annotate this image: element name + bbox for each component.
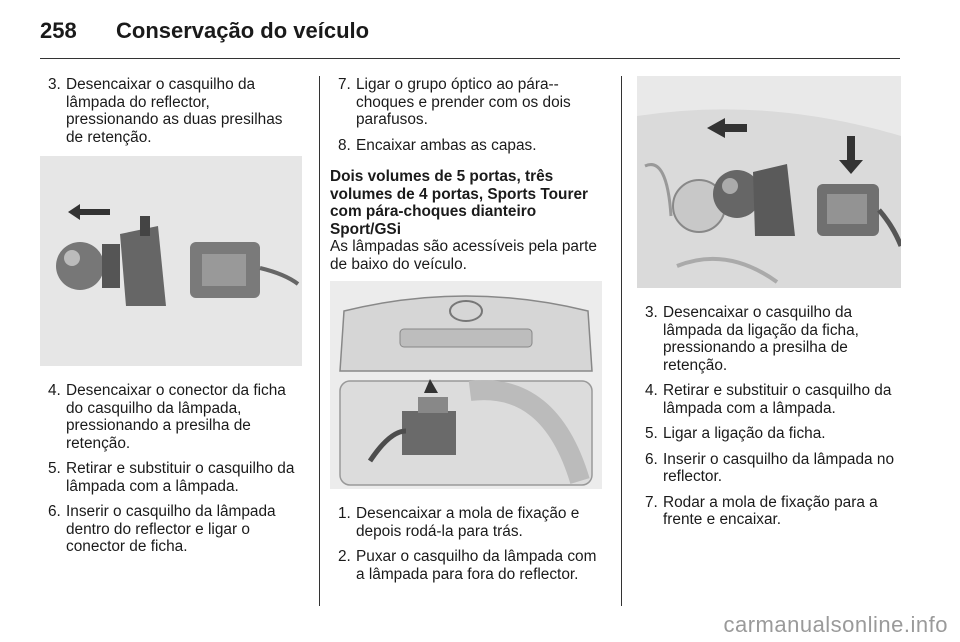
column-3 <box>637 76 901 537</box>
column-2 <box>330 76 602 591</box>
steps-list <box>40 76 302 146</box>
step-number: 5. <box>48 460 61 477</box>
list-item <box>637 304 901 374</box>
step-number: 5. <box>645 425 658 442</box>
step-number: 2. <box>338 548 351 565</box>
section-subheading: Dois volumes de 5 portas, três volumes de 4 portas, Sports Tourer com pára-choques dianteiro Sport/GSi <box>330 168 588 238</box>
list-item <box>330 548 602 583</box>
list-item <box>637 494 901 529</box>
body-paragraph: As lâmpadas são acessíveis pela parte de baixo do veículo. <box>330 238 597 273</box>
page-number: 258 <box>40 18 77 43</box>
step-number: 7. <box>645 493 658 511</box>
step-text: Inserir o casquilho da lâmpada dentro do reflector e ligar o conector de ficha. <box>66 503 276 555</box>
list-item <box>637 425 901 443</box>
page-title: Conservação do veículo <box>116 18 370 43</box>
step-text: Ligar a ligação da ficha. <box>663 425 826 442</box>
step-text: Desencaixar o casquilho da lâmpada do reflector, pressionando as duas presilhas de retenção. <box>66 76 283 146</box>
step-text: Rodar a mola de fixação para a frente e encaixar. <box>663 493 878 528</box>
steps-list <box>40 382 302 556</box>
list-item <box>40 382 302 452</box>
step-number: 6. <box>645 450 658 468</box>
list-item <box>330 76 602 129</box>
step-number: 4. <box>48 382 61 399</box>
step-number: 4. <box>645 382 658 399</box>
column-divider-2 <box>621 76 622 606</box>
list-item <box>637 382 901 417</box>
step-text: Desencaixar a mola de fixação e depois rodá-la para trás. <box>356 505 580 540</box>
step-number: 3. <box>645 304 658 321</box>
list-item <box>330 137 602 155</box>
list-item <box>330 505 602 540</box>
header-divider <box>40 58 900 59</box>
step-text: Retirar e substituir o casquilho da lâmpada com a lâmpada. <box>663 382 892 417</box>
step-text: Inserir o casquilho da lâmpada no reflector. <box>663 450 895 485</box>
bulb-socket-illustration <box>40 156 302 366</box>
page-header <box>40 18 900 58</box>
list-item <box>40 503 302 556</box>
step-text: Retirar e substituir o casquilho da lâmpada com a lâmpada. <box>66 460 295 495</box>
bulb-connector-illustration <box>637 76 901 288</box>
steps-list <box>637 304 901 529</box>
list-item <box>637 451 901 486</box>
list-item <box>40 460 302 495</box>
step-number: 7. <box>338 76 351 93</box>
step-number: 3. <box>48 76 61 93</box>
column-divider-1 <box>319 76 320 606</box>
step-number: 6. <box>48 503 61 520</box>
steps-list <box>330 505 602 583</box>
watermark: carmanualsonline.info <box>723 612 948 637</box>
step-number: 8. <box>338 136 351 154</box>
step-text: Encaixar ambas as capas. <box>356 136 537 154</box>
step-text: Desencaixar o casquilho da lâmpada da ligação da ficha, pressionando a presilha de retenção. <box>663 304 859 374</box>
column-1 <box>40 76 302 564</box>
front-bumper-illustration <box>330 281 602 489</box>
list-item <box>40 76 302 146</box>
step-number: 1. <box>338 505 351 522</box>
steps-list <box>330 76 602 154</box>
step-text: Desencaixar o conector da ficha do casquilho da lâmpada, pressionando a presilha de retenção. <box>66 382 286 452</box>
step-text: Ligar o grupo óptico ao pára--choques e prender com os dois parafusos. <box>356 76 571 128</box>
step-text: Puxar o casquilho da lâmpada com a lâmpada para fora do reflector. <box>356 548 597 583</box>
